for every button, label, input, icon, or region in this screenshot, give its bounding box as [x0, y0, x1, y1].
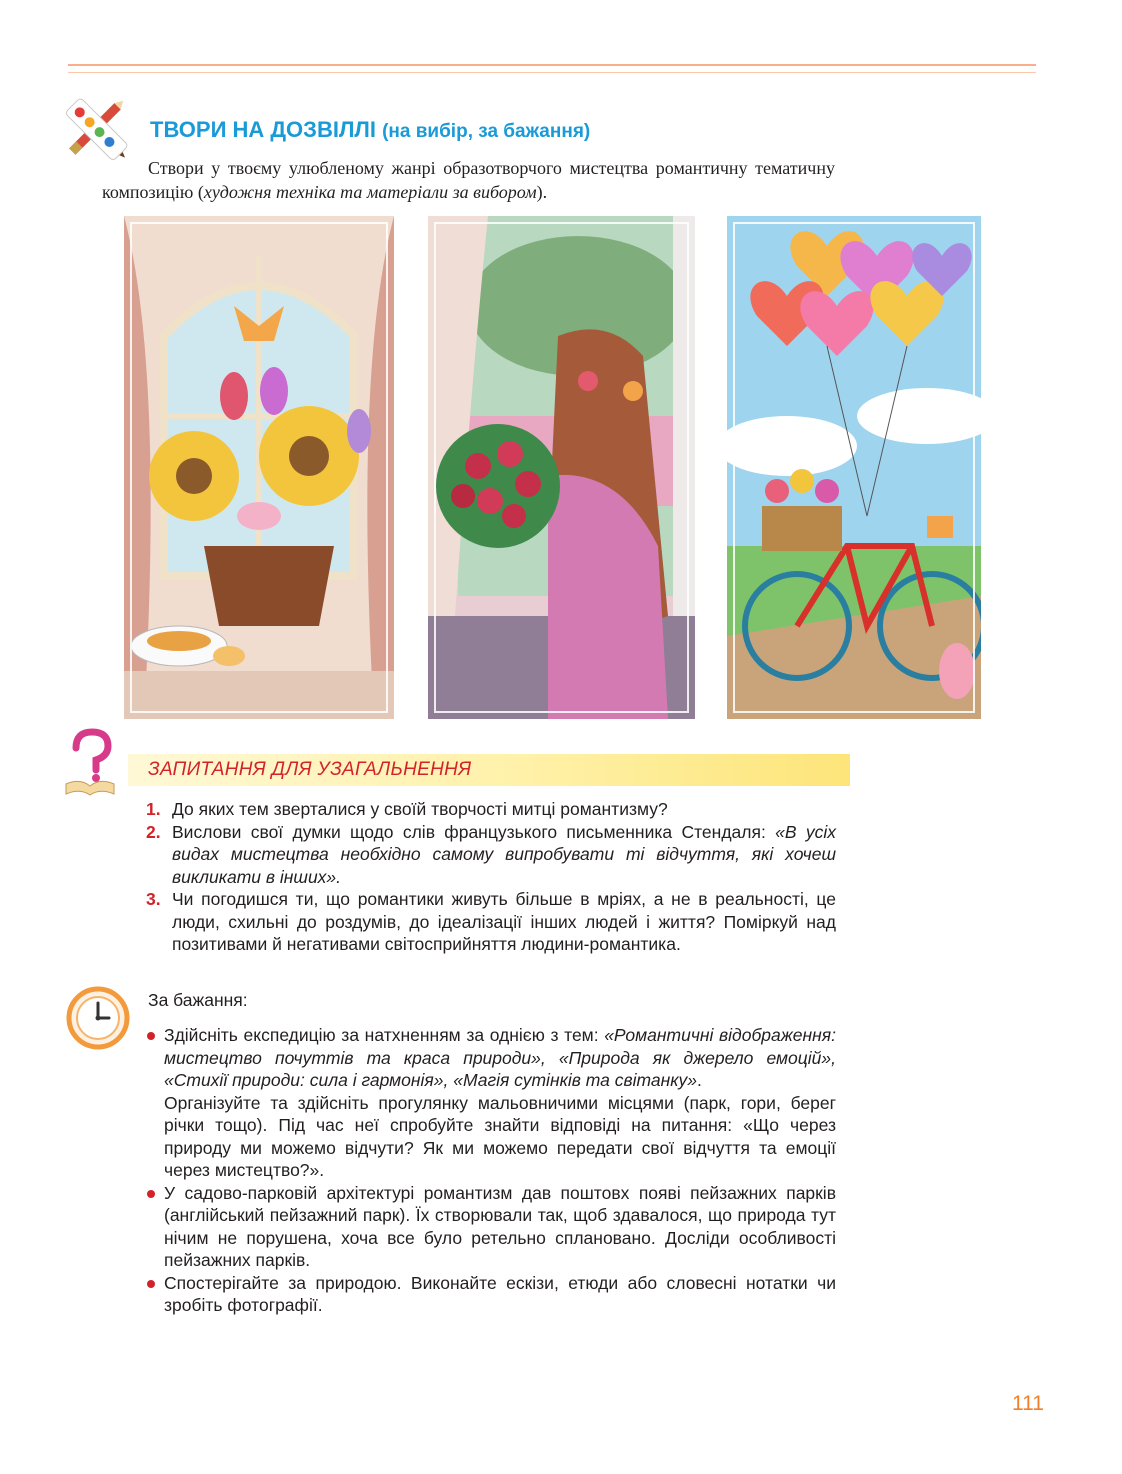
artwork-flower-basket: [124, 216, 394, 719]
question-quote: «В усіх видах мистецтва необхідно самому випробувати ті відчуття, які хочеш викликати в інших».: [172, 821, 836, 887]
optional-item: [146, 1024, 836, 1182]
optional-item-text: У садово-парковій архітектурі романтизм дав поштовх появі пейзажних парків (англійський пейзажний парк). Їх створювали так, щоб здавалося, що природа тут нічим не порушена, хоча все було ретельно сплановано. Досліди особливості пейзажних парків.: [164, 1182, 836, 1270]
artwork-girl-at-window: [428, 216, 695, 719]
optional-label: За бажання:: [148, 990, 248, 1010]
question-text: До яких тем зверталися у своїй творчості митці романтизму?: [172, 799, 668, 819]
questions-title: ЗАПИТАННЯ ДЛЯ УЗАГАЛЬНЕННЯ: [148, 759, 472, 780]
optional-item-text: Спостерігайте за природою. Виконайте ескізи, етюди або словесні нотатки чи зробіть фотографії.: [164, 1272, 836, 1315]
task-text-a: Створи у твоєму улюбленому жанрі образотворчого мистецтва романтичну тематичну композицію (: [102, 158, 835, 202]
question-item: [146, 888, 836, 956]
question-number: 1.: [146, 799, 161, 819]
questions-list: [146, 798, 836, 956]
clock-icon: [66, 986, 130, 1050]
question-book-icon: [62, 728, 118, 796]
task-title: ТВОРИ НА ДОЗВІЛЛІ: [150, 117, 376, 142]
question-item: [146, 821, 836, 889]
task-heading: [150, 117, 590, 143]
question-text: Чи погодишся ти, що романтики живуть більше в мріях, а не в реальності, це люди, схильні до роздумів, до ідеалізації інших людей і життя? Поміркуй над позитивами й негативами світосприйняття людини-романтика.: [172, 889, 836, 954]
optional-item-text: Організуйте та здійсніть прогулянку мальовничими місцями (парк, гори, берег річки тощо). Під час неї спробуйте знайти відповіді на питання: «Що через природу ми можемо відчути? Як ми можемо передати свої відчуття та емоції через мистецтво?».: [164, 1092, 836, 1180]
artwork-bicycle-balloons: [727, 216, 981, 719]
page-number: 111: [1012, 1392, 1044, 1415]
optional-list: [146, 1024, 836, 1317]
task-text-b: ).: [536, 182, 548, 202]
question-item: [146, 798, 836, 821]
top-rule: [68, 64, 1036, 66]
optional-item: [146, 1182, 836, 1272]
optional-item-end: .: [696, 1070, 702, 1090]
optional-item-text: Здійсніть експедицію за натхненням за однією з тем:: [164, 1025, 605, 1045]
task-subtitle: (на вибір, за бажання): [382, 121, 591, 142]
question-number: 2.: [146, 821, 161, 842]
question-number: 3.: [146, 889, 161, 909]
optional-item-themes: «Романтичні відображення: мистецтво почуттів та краса природи», «Природа як джерело емоцій», «Стихії природи: сила і гармонія», «Магія сутінків та світанку»: [164, 1025, 836, 1090]
task-text-em: художня техніка та матеріали за вибором: [203, 182, 537, 202]
question-text: Вислови свої думки щодо слів французького письменника Стендаля:: [172, 821, 776, 842]
top-rule-thin: [68, 72, 1036, 73]
optional-item: [146, 1272, 836, 1317]
task-text: [102, 156, 835, 204]
